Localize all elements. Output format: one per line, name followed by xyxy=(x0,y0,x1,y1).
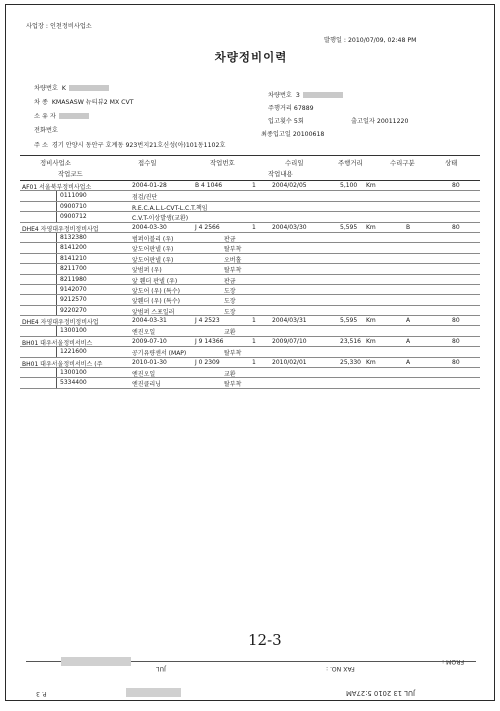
table-cell: 탈부착 xyxy=(224,350,242,358)
table-row-job xyxy=(20,243,480,253)
table-cell: BH01 대우서울정비서비스 (주 xyxy=(22,360,103,368)
table-cell: 교환 xyxy=(224,329,236,337)
table-cell: 점검/진단 xyxy=(132,194,158,202)
table-row-job xyxy=(20,275,480,285)
table-row-visit xyxy=(20,223,480,233)
label-car-number-2: 차량번호 xyxy=(268,92,292,99)
table-cell: DHE4 자영대우정비정비사업 xyxy=(22,319,99,327)
value-last-visit: 20100618 xyxy=(292,131,325,138)
table-cell: B 4 1046 xyxy=(195,182,223,189)
document-title: 차량정비이력 xyxy=(214,50,288,64)
table-cell: 1 xyxy=(252,337,256,345)
column-divider xyxy=(56,368,57,377)
fax-from: FROM : xyxy=(442,658,465,665)
table-cell: R.E.C.A.L.L-CVT-L.C.T.책임 xyxy=(132,204,208,212)
header-job-content: 작업내용 xyxy=(268,170,293,178)
table-cell: 80 xyxy=(452,337,460,345)
table-cell: 80 xyxy=(452,358,460,366)
table-cell: 탈부착 xyxy=(224,267,242,275)
table-cell: DHE4 자영대우정비정비사업 xyxy=(22,225,99,233)
value-mileage: 67889 xyxy=(293,105,314,112)
table-cell: J 4 2566 xyxy=(195,223,220,231)
table-cell: 1 xyxy=(252,223,256,231)
table-cell: 2004-01-28 xyxy=(132,182,167,189)
table-cell: 앞도어 (우) (특수) xyxy=(132,287,180,295)
label-phone: 전화번호 xyxy=(34,127,58,134)
value-address: 경기 안양시 동안구 호계동 923번지21호신성(아)101동1102호 xyxy=(51,142,226,149)
table-row-job xyxy=(20,295,480,305)
table-cell: Km xyxy=(366,223,376,231)
label-car-number: 차량번호 xyxy=(34,85,58,92)
table-cell: 판금 xyxy=(224,235,236,243)
table-cell: 도장 xyxy=(224,287,236,295)
value-visit-count: 5회 xyxy=(293,118,304,125)
table-cell: 도장 xyxy=(224,308,236,316)
table-row-job xyxy=(20,368,480,378)
table-cell: J 9 14366 xyxy=(195,337,224,345)
table-row-job xyxy=(20,378,480,388)
table-row-job xyxy=(20,306,480,316)
document-page xyxy=(5,4,495,701)
table-row-job xyxy=(20,264,480,274)
header-repair-date: 수리일 xyxy=(285,159,304,167)
table-cell: 5,100 xyxy=(340,182,358,189)
table-row-job xyxy=(20,202,480,212)
table-row-visit xyxy=(20,337,480,347)
value-car-number-2: 3 xyxy=(295,92,300,99)
table-row-job xyxy=(20,233,480,243)
table-cell: 1 xyxy=(252,317,256,325)
table-cell: C.V.T-이상발생(교환) xyxy=(132,215,189,223)
table-cell: 5,595 xyxy=(340,317,358,325)
fax-page: P. 3 xyxy=(36,690,47,697)
column-divider xyxy=(56,254,57,263)
table-cell: 9212570 xyxy=(60,296,87,304)
header-status: 상태 xyxy=(445,159,458,167)
table-cell: 2004-03-30 xyxy=(132,223,167,231)
table-cell: 탈부착 xyxy=(224,246,242,254)
column-divider xyxy=(56,212,57,221)
table-cell: 8211700 xyxy=(60,265,87,273)
table-cell: J 4 2523 xyxy=(195,317,220,325)
issuer-label: 사업장 : 인천정비사업소 xyxy=(26,23,92,30)
table-cell: 25,330 xyxy=(340,358,361,366)
table-cell: 엔진오일 xyxy=(132,371,156,379)
label-last-visit: 최종입고일 xyxy=(261,131,291,138)
table-row-job xyxy=(20,254,480,264)
table-cell: 8132380 xyxy=(60,233,87,241)
label-model: 차 종 xyxy=(34,99,48,106)
header-job-no: 작업번호 xyxy=(210,159,235,167)
table-cell: 8211980 xyxy=(60,275,87,283)
header-mileage: 주행거리 xyxy=(338,159,363,167)
fax-timestamp: JUL 13 2010 5:27AM xyxy=(346,689,415,697)
table-cell: B xyxy=(406,223,411,231)
table-cell: 앞범퍼 (우) xyxy=(132,267,162,275)
table-cell: 2010/02/01 xyxy=(272,358,307,366)
value-car-number: K xyxy=(61,85,66,92)
table-cell: 1 xyxy=(252,182,256,189)
table-cell: 1221600 xyxy=(60,348,87,356)
header-job-code: 작업코드 xyxy=(58,170,83,178)
table-cell: 23,516 xyxy=(340,337,361,345)
table-cell: 80 xyxy=(452,182,460,189)
table-cell: A xyxy=(406,358,411,366)
column-divider xyxy=(56,264,57,273)
table-cell: Km xyxy=(366,358,376,366)
table-cell: Km xyxy=(366,317,376,325)
column-divider xyxy=(56,285,57,294)
label-visit-count: 입고횟수 xyxy=(268,118,292,125)
label-mileage: 주행거리 xyxy=(268,105,292,112)
table-cell: 1 xyxy=(252,358,256,366)
table-cell: 2009/07/10 xyxy=(272,337,307,345)
table-cell: J 0 2309 xyxy=(195,358,220,366)
column-divider xyxy=(56,306,57,315)
print-date: 발행일 : 2010/07/09, 02:48 PM xyxy=(324,37,417,44)
table-cell: 2004/03/30 xyxy=(272,223,307,231)
redacted-block xyxy=(126,688,181,697)
table-row-visit xyxy=(20,181,480,191)
table-cell: Km xyxy=(366,337,376,345)
table-cell: 탈부착 xyxy=(224,381,242,389)
table-cell: 80 xyxy=(452,223,460,231)
table-cell: 공기유량센서 (MAP) xyxy=(132,350,187,358)
table-cell: 앞휀더 (우) (특수) xyxy=(132,298,180,306)
label-release-date: 출고일자 xyxy=(351,118,375,125)
column-divider xyxy=(56,191,57,200)
table-cell: 8141200 xyxy=(60,244,87,252)
table-cell: 2004/03/31 xyxy=(272,317,307,325)
table-cell: 5334400 xyxy=(60,379,87,387)
table-row-job xyxy=(20,285,480,295)
table-cell: 1300100 xyxy=(60,327,87,335)
table-cell: 0900710 xyxy=(60,202,87,210)
table-row-job xyxy=(20,212,480,222)
table-cell: 9142070 xyxy=(60,285,87,293)
table-cell: A xyxy=(406,337,411,345)
table-cell: 0111090 xyxy=(60,192,87,200)
table-cell: AF01 서울북부정비사업소 xyxy=(22,184,92,191)
table-cell: 0900712 xyxy=(60,213,87,221)
column-divider xyxy=(56,202,57,211)
table-cell: 1300100 xyxy=(60,369,87,377)
handwritten-note: 12-3 xyxy=(248,631,282,649)
label-owner: 소 유 자 xyxy=(34,113,56,120)
table-cell: 교환 xyxy=(224,371,236,379)
table-row-visit xyxy=(20,358,480,368)
value-model: KMASASW 뉴티뷰2 MX CVT xyxy=(51,99,134,106)
column-divider xyxy=(56,275,57,284)
redacted-block xyxy=(61,657,131,666)
table-cell: A xyxy=(406,317,411,325)
table-cell: 80 xyxy=(452,317,460,325)
column-divider xyxy=(56,347,57,356)
table-row-visit xyxy=(20,316,480,326)
table-row-job xyxy=(20,347,480,357)
fax-number: FAX NO. : xyxy=(326,665,355,672)
table-row-job xyxy=(20,191,480,201)
column-divider xyxy=(56,233,57,242)
table-cell: 2010-01-30 xyxy=(132,358,167,366)
table-row-job xyxy=(20,326,480,336)
table-cell: Km xyxy=(366,182,376,189)
header-repair-type: 수리구분 xyxy=(390,159,415,167)
table-cell: 앞도어판넬 (우) xyxy=(132,246,174,254)
table-cell: 앞 휀더 판넬 (우) xyxy=(132,277,178,285)
label-address: 주 소 xyxy=(34,142,48,149)
fax-top-left: JUL xyxy=(156,665,166,672)
table-cell: 오버홀 xyxy=(224,256,242,264)
table-cell: 8141210 xyxy=(60,254,87,262)
table-cell: 엔진오일 xyxy=(132,329,156,337)
table-cell: 판금 xyxy=(224,277,236,285)
column-divider xyxy=(56,295,57,304)
table-cell: 5,595 xyxy=(340,223,358,231)
column-divider xyxy=(56,326,57,335)
table-cell: 도장 xyxy=(224,298,236,306)
table-cell: 앞범퍼 스포일러 xyxy=(132,308,175,316)
table-header xyxy=(20,155,480,181)
column-divider xyxy=(56,243,57,252)
column-divider xyxy=(56,378,57,387)
table-cell: 2009-07-10 xyxy=(132,337,167,345)
repair-history-table xyxy=(20,155,480,389)
table-cell: 범퍼이블리 (우) xyxy=(132,235,174,243)
table-cell: 2004/02/05 xyxy=(272,182,307,189)
value-release-date: 20011220 xyxy=(376,118,409,125)
table-body xyxy=(20,181,480,389)
table-cell: 엔진클리닝 xyxy=(132,381,161,389)
table-cell: 앞도어판넬 (우) xyxy=(132,256,174,264)
table-cell: BH01 대우서울정비서비스 xyxy=(22,339,93,347)
table-cell: 2004-03-31 xyxy=(132,317,167,325)
header-received: 접수일 xyxy=(138,159,157,167)
table-cell: 9220270 xyxy=(60,306,87,314)
header-shop: 정비사업소 xyxy=(40,159,71,167)
